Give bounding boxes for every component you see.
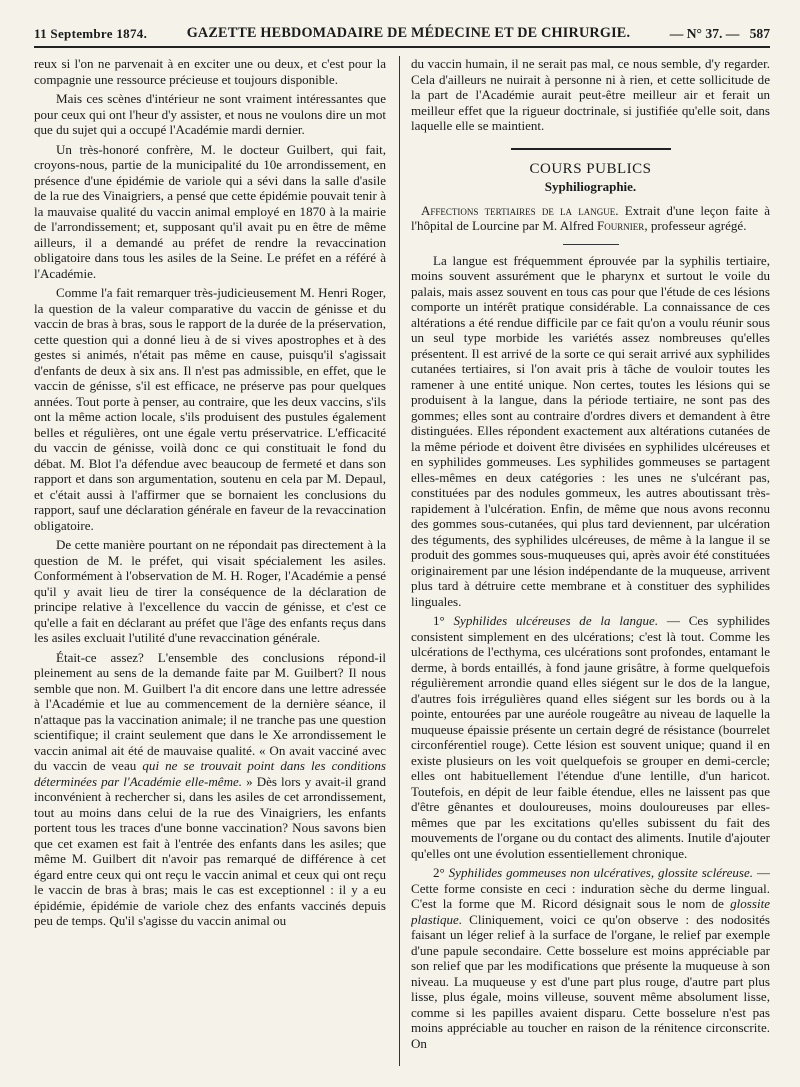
article-intro-end: , professeur agrégé. <box>644 218 747 233</box>
section-subtitle: Syphiliographie. <box>544 179 637 194</box>
header-page-number: 587 <box>749 26 770 41</box>
left-paragraph-6 <box>34 650 386 929</box>
short-rule <box>563 244 619 245</box>
page-header <box>34 22 770 48</box>
right-paragraph-4-part-b: Cliniquement, voici ce qu'on observe : des nodosités faisant un léger relief à la surface de l'organe, le relief par exemple d'une papule secondaire. Cette bosselure est moins appréciable par son relief que par les modifications que présente la muqueuse à son niveau. La muqueuse y est d'une part plus rouge, d'autre part plus lisse, plus égale, moins villeuse, souvent même absolument lisse, comme si les papilles avaient disparu. Cette bosselure n'est pas moins appréciable au toucher en raison de la rénitence circonscrite. On <box>411 911 770 1051</box>
left-column <box>34 56 386 1076</box>
right-paragraph-2: La langue est fréquemment éprouvée par la syphilis tertiaire, moins souvent assurément que le pharynx et surtout le voile du palais, mais assez souvent en tous cas pour que l'étude de ces lésions comporte un intérêt pratique considérable. La connaissance de ces altérations a été rendue difficile par ce fait qu'on a voulu réunir sous un seul type morbide les variétés assez nombreuses qu'elles présentent. Il est arrivé de la sorte ce qui serait arrivé aux syphilides cutanées tertiaires, si l'on avait pris à tâche de vouloir toutes les ramener à une entité unique. Non certes, toutes les lésions qui se produisent à la langue, dans la période tertiaire, ne sont pas des gommes; elles sont au contraire d'ordres divers et demandent à être distinguées. Elles répondent exactement aux altérations cutanées de la même période et doivent être divisées en syphilides ulcéreuses et en syphilides gommeuses. Les syphilides gommeuses se partagent elles-mêmes en deux catégories : les unes ne s'ulcérant pas, constituées par des nodules gommeux, les autres aboutissant très-rapidement à l'ulcération. Enfin, de même que nous avons reconnu des gommes sous-cutanées, qui plus tard deviennent, par ulcération des téguments, des syphilides ulcéreuses, de même à la langue il se produit des gommes sous-muqueuses qui, après avoir été constituées originairement par une lésion indépendante de la muqueuse, arrivent plus tard à détruire cette membrane et à constituer des syphilides linguales. <box>411 252 770 609</box>
section-separator <box>511 148 671 150</box>
right-column <box>411 56 770 1076</box>
right-paragraph-3-text: — Ces syphilides consistent simplement en des ulcérations; c'est là tout. Comme les ulcérations de l'ecthyma, ces ulcérations sont profondes, entamant le derme, à bords entaillés, à fond jaune grisâtre, à forme quelquefois régulièrement arrondie quand elles siégent sur le dos de la langue, d'autres fois irrégulières quand elles siégent sur les bords ou à la pointe, entourées par une auréole rougeâtre au niveau de laquelle la muqueuse épaissie présente un certain degré de résistance (bourrelet circonférentiel rouge). Cette lésion est souvent unique; quand il en existe plusieurs on les voit quelquefois se grouper en demi-cercle; elles ont habituellement l'étendue d'une lentille, d'un haricot. Toutefois, en dépit de leur faible étendue, elles ne laissent pas que d'être gênantes et douloureuses, moins douloureuses par elles-mêmes que par les excitations qu'elles subissent du fait des mouvements de l'organe ou du contact des aliments. Inutile d'ajouter qu'elles ont une évolution essentiellement chronique. <box>411 613 770 861</box>
right-paragraph-3 <box>411 613 770 861</box>
left-paragraph-4: Comme l'a fait remarquer très-judicieusement M. Henri Roger, la question de la valeur comparative du vaccin de génisse et du vaccin de bras à bras, sous le rapport de la durée de la préservation, cette question qui a donné lieu à de si vives apostrophes et à des gestes si animés, n'était pas même en cause, puisqu'il s'agissait d'enfants de deux à six ans. Il n'est pas admissible, en effet, que le vaccin de génisse, s'il est efficace, ne préserve pas pour quelques années. Tout porte à penser, au contraire, que les deux vaccins, s'ils ont la même action locale, s'ils produisent des pustules également belles et régulières, ont une égale vertu préservatrice. L'efficacité du vaccin de génisse, voilà donc ce qui constituait le fond du débat. M. Blot l'a défendue avec beaucoup de fermeté et dans son rapport et dans son argumentation, soutenu en cela par M. Depaul, et c'était aussi à l'affirmer que se bornaient les conclusions du rapport, sauf une déclaration générale en faveur de la revaccination obligatoire. <box>34 285 386 533</box>
article-author-name: Fournier <box>597 218 645 233</box>
right-paragraph-1: du vaccin humain, il ne serait pas mal, ce nous semble, d'y regarder. Cela d'ailleurs ne nuirait à personne ni à rien, et cette sollicitude de la part de l'Académie aurait peut-être meilleur air et ferait un meilleur effet que la rigueur doctrinale, si justifiée qu'elle soit, dans laquelle elle se maintient. <box>411 56 770 133</box>
left-paragraph-6-part-a: Était-ce assez? L'ensemble des conclusions répond-il pleinement au sens de la demande faite par M. Guilbert? Il nous semble que non. M. Guilbert l'a dit encore dans une lettre adressée à l'Académie et lue au commencement de la dernière séance, il n'attaque pas la vaccination animale; il ne tranche pas une question scientifique; il craint seulement que dans le Xe arrondissement le vaccin animal ait été de mauvaise qualité. « On avait vacciné avec du vaccin de veau <box>34 649 386 773</box>
right-paragraph-4 <box>411 865 770 1051</box>
article-intro-label: Affections tertiaires de la langue. <box>421 202 619 218</box>
header-issue-page <box>670 26 770 42</box>
column-rule <box>399 56 400 1066</box>
left-paragraph-6-part-b: » Dès lors y avait-il grand inconvénient à rechercher si, dans les asiles de cet arrondissement, tout au moins dans celui de la rue des Vinaigriers, les enfants portent tous les traces d'une bonne vaccination? Nous savons bien que cet examen est fait à l'entrée des enfants dans les asiles; que même M. Guilbert dit n'avoir pas remarqué de différence à cet égard entre ceux qui ont reçu le vaccin animal et ceux qui ont reçu le vaccin de bras à bras; mais le cas est exceptionnel : il y a eu épidémie, épidémie de variole chez des enfants vaccinés depuis peu de temps. Qu'il s'agisse du vaccin animal ou <box>34 773 386 928</box>
right-paragraph-4-heading: Syphilides gommeuses non ulcératives, glossite scléreuse. <box>448 865 754 880</box>
right-paragraph-4-part-a: — Cette forme consiste en ceci : induration sèche du derme lingual. C'est la forme que M. Ricord désignait sous le nom de <box>411 865 770 911</box>
article-intro <box>411 203 770 234</box>
right-paragraph-4-term: glossite plastique. <box>411 896 770 927</box>
section-title: COURS PUBLICS <box>529 160 652 177</box>
left-paragraph-3: Un très-honoré confrère, M. le docteur Guilbert, qui fait, croyons-nous, partie de la municipalité du 10e arrondissement, en présence d'une épidémie de variole qui a sévi dans la salle d'asile de la rue des Vinaigriers, a pensé que cette épidémie pouvait tenir à la mauvaise qualité du vaccin animal employé en 1870 à la mairie de l'arrondissement; et, supposant qu'il avait pu en être de même ailleurs, il a demandé au préfet de rendre la revaccination obligatoire dans tous les asiles de la Seine. Le préfet en a référé à l'Académie. <box>34 141 386 281</box>
left-paragraph-5: De cette manière pourtant on ne répondait pas directement à la question de M. le préfet, qui visait spécialement les asiles. Conformément à l'observation de M. H. Roger, l'Académie a pensé qu'il y avait lieu de tirer la conséquence de la déclaration de principe relative à l'excellence du vaccin de génisse, et c'est ce qu'elle a fait en déclarant au préfet que l'âge des enfants reçus dans les asiles excluait l'utilité d'une revaccination générale. <box>34 537 386 645</box>
right-paragraph-3-heading: Syphilides ulcéreuses de la langue. <box>453 613 659 628</box>
article-intro-text: Extrait d'une leçon faite à l'hôpital de Lourcine par M. Alfred <box>411 202 770 233</box>
header-journal-title: GAZETTE HEBDOMADAIRE DE MÉDECINE ET DE CHIRURGIE. <box>186 25 631 41</box>
left-paragraph-1: reux si l'on ne parvenait à en exciter une ou deux, et c'est pour la compagnie une ressource précieuse et toujours disponible. <box>34 56 386 87</box>
right-paragraph-3-number: 1° <box>433 613 454 628</box>
right-paragraph-4-number: 2° <box>433 865 449 880</box>
header-date: 11 Septembre 1874. <box>34 26 148 41</box>
left-paragraph-6-quote: qui ne se trouvait point dans les conditions déterminées par l'Académie elle-même. <box>34 758 386 789</box>
left-paragraph-2: Mais ces scènes d'intérieur ne sont vraiment intéressantes que pour ceux qui ont l'heur d'y assister, et nous ne voulons dire un mot que du sujet qui a occupé l'Académie mardi dernier. <box>34 91 386 137</box>
header-issue: — N° 37. — <box>669 26 740 41</box>
